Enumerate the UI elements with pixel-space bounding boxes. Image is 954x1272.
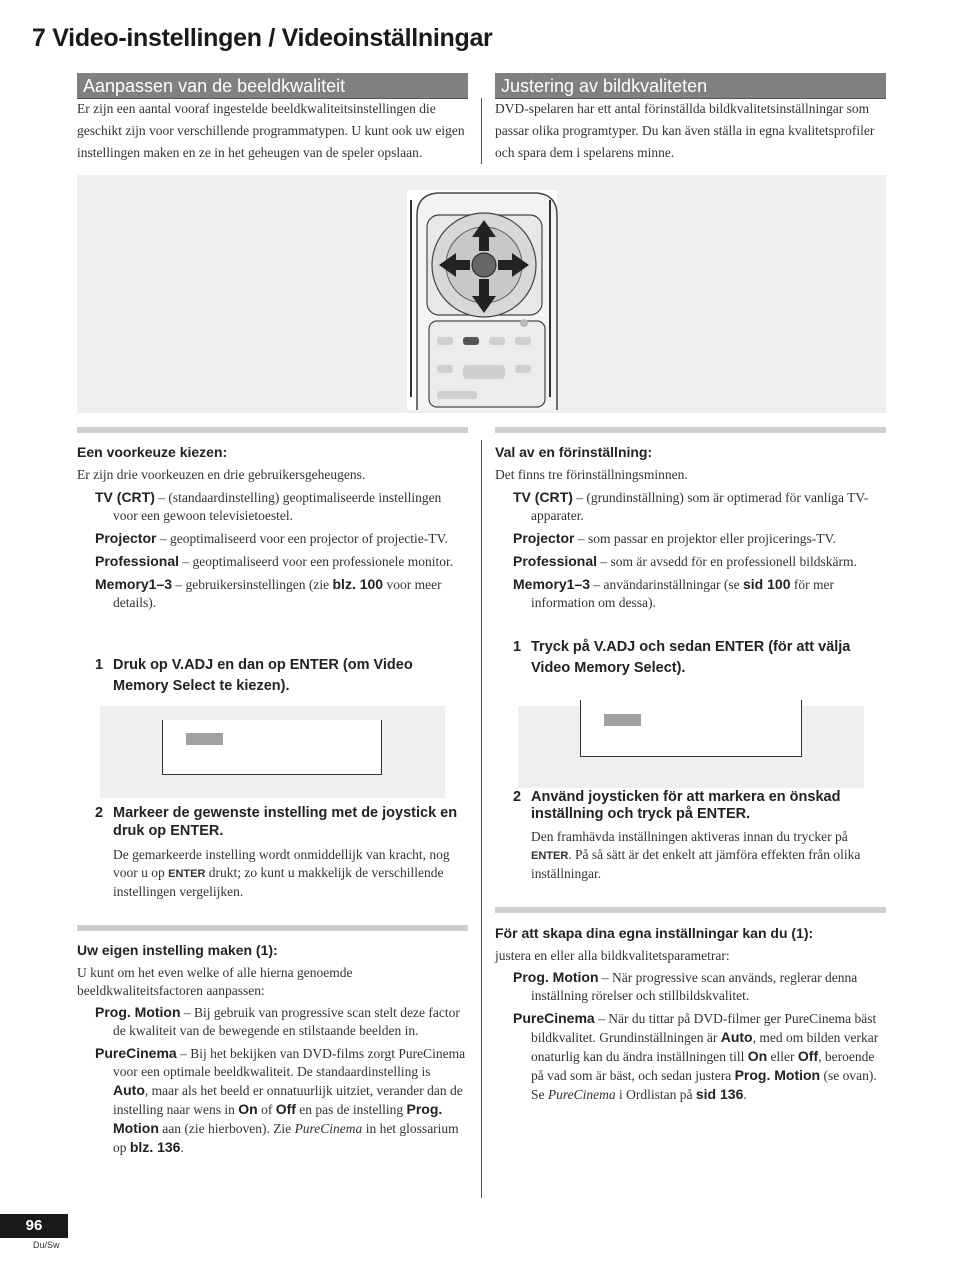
preset-item: Memory1–3 – gebruikersinstellingen (zie blz. 100 voor meer details). — [95, 576, 442, 610]
step-2-dutch — [95, 804, 467, 840]
osd-highlight — [604, 714, 641, 726]
section-title-dutch: Aanpassen van de beeldkwaliteit — [77, 73, 468, 99]
own-heading-dutch: Uw eigen instelling maken (1): — [77, 942, 278, 958]
own-heading-swedish: För att skapa dina egna inställningar kan du (1): — [495, 925, 814, 941]
step-number: 1 — [513, 639, 522, 655]
language-code: Du/Sw — [33, 1240, 60, 1250]
own-params-swedish — [513, 968, 886, 1108]
own-params-dutch — [95, 1003, 467, 1161]
remote-control-illustration — [77, 175, 886, 413]
step-number: 1 — [95, 657, 104, 673]
preset-list-dutch — [95, 488, 467, 616]
step-1-swedish — [513, 637, 886, 679]
step-number: 2 — [95, 805, 104, 821]
step-text: Druk op V.ADJ en dan op ENTER (om Video Memory Select te kiezen). — [113, 657, 413, 694]
preset-item: Professional – geoptimaliseerd voor een professionele monitor. — [95, 553, 454, 569]
own-intro-dutch: U kunt om het even welke of alle hierna genoemde beeldkwaliteitsfactoren aanpassen: — [77, 965, 353, 998]
own-intro-swedish: justera en eller alla bildkvalitetsparametrar: — [495, 948, 730, 963]
step-text: Markeer de gewenste instelling met de joystick en druk op ENTER. — [113, 805, 458, 839]
preset-list-swedish — [513, 488, 886, 616]
param-prog-motion: Prog. Motion – När progressive scan används, reglerar denna inställning rörelser och stillbildskvalitet. — [513, 969, 858, 1003]
osd-menu-frame — [162, 720, 382, 775]
remote-illustration-panel — [77, 175, 886, 413]
rule-dutch-own — [77, 925, 468, 931]
preset-item: TV (CRT) – (standaardinstelling) geoptimaliseerde instellingen voor een gewoon televisietoestel. — [95, 489, 442, 523]
osd-menu-frame — [580, 700, 802, 757]
preset-item: Memory1–3 – användarinställningar (se sid 100 för mer information om dessa). — [513, 576, 834, 610]
preset-item: TV (CRT) – (grundinställning) som är optimerad för vanliga TV-apparater. — [513, 489, 869, 523]
preset-item: Professional – som är avsedd för en professionell bildskärm. — [513, 553, 857, 569]
preset-intro-swedish: Det finns tre förinställningsminnen. — [495, 467, 688, 482]
column-divider-top — [481, 98, 482, 164]
preset-item: Projector – geoptimaliseerd voor een projector of projectie-TV. — [95, 530, 448, 546]
param-prog-motion: Prog. Motion – Bij gebruik van progressive scan stelt deze factor de kwaliteit van de bewegende en stilstaande beelden in. — [95, 1004, 460, 1038]
step-2-body-dutch: De gemarkeerde instelling wordt onmiddellijk van kracht, nog voor u op ENTER drukt; zo kunt u makkelijk de verschillende instellingen vergelijken. — [113, 847, 450, 899]
osd-screen-dutch — [100, 706, 445, 798]
rule-dutch-presets — [77, 427, 468, 433]
section-title-swedish: Justering av bildkvaliteten — [495, 73, 886, 99]
step-1-dutch — [95, 655, 467, 697]
step-2-body-swedish: Den framhävda inställningen aktiveras innan du trycker på ENTER. På så sätt är det enkelt att jämföra effekten från olika inställningar. — [531, 829, 861, 881]
param-purecinema: PureCinema – När du tittar på DVD-filmer ger PureCinema bäst bildkvalitet. Grundinställningen är Auto, med om bilden verkar onaturlig kan du ändra inställningen till On eller Off, beroende på vad som är bäst, och sedan justera Prog. Motion (se ovan). Se PureCinema i Ordlistan på sid 136. — [513, 1010, 879, 1102]
rule-swedish-presets — [495, 427, 886, 433]
param-purecinema: PureCinema – Bij het bekijken van DVD-films zorgt PureCinema voor een optimale beeldkwaliteit. De standaardinstelling is Auto, maar als het beeld er onnatuurlijk uitziet, verander dan de instelling naar wens in On of Off en pas de instelling Prog. Motion aan (zie hierboven). Zie PureCinema in het glossarium op blz. 136. — [95, 1045, 466, 1155]
osd-screen-swedish — [518, 706, 864, 788]
column-divider-bottom — [481, 440, 482, 1198]
osd-highlight — [186, 733, 223, 745]
step-number: 2 — [513, 789, 522, 805]
step-text: Tryck på V.ADJ och sedan ENTER (för att välja Video Memory Select). — [531, 639, 851, 676]
intro-swedish: DVD-spelaren har ett antal förinställda bildkvalitetsinställningar som passar olika programtyper. Du kan även ställa in egna kvalitetsprofiler och spara dem i spelarens minne. — [495, 101, 875, 160]
step-text: Använd joysticken för att markera en önskad inställning och tryck på ENTER. — [531, 789, 841, 822]
chapter-title: 7 Video-instellingen / Videoinställningar — [32, 24, 493, 52]
preset-item: Projector – som passar en projektor eller projicerings-TV. — [513, 530, 836, 546]
step-2-swedish — [513, 789, 886, 823]
preset-heading-dutch: Een voorkeuze kiezen: — [77, 444, 228, 460]
preset-heading-swedish: Val av en förinställning: — [495, 444, 653, 460]
intro-dutch: Er zijn een aantal vooraf ingestelde beeldkwaliteitsinstellingen die geschikt zijn voor verschillende programmatypen. U kunt ook uw eigen instellingen maken en ze in het geheugen van de speler opslaan. — [77, 101, 465, 160]
page-number: 96 — [0, 1214, 68, 1238]
rule-swedish-own — [495, 907, 886, 913]
preset-intro-dutch: Er zijn drie voorkeuzen en drie gebruikersgeheugens. — [77, 467, 366, 482]
